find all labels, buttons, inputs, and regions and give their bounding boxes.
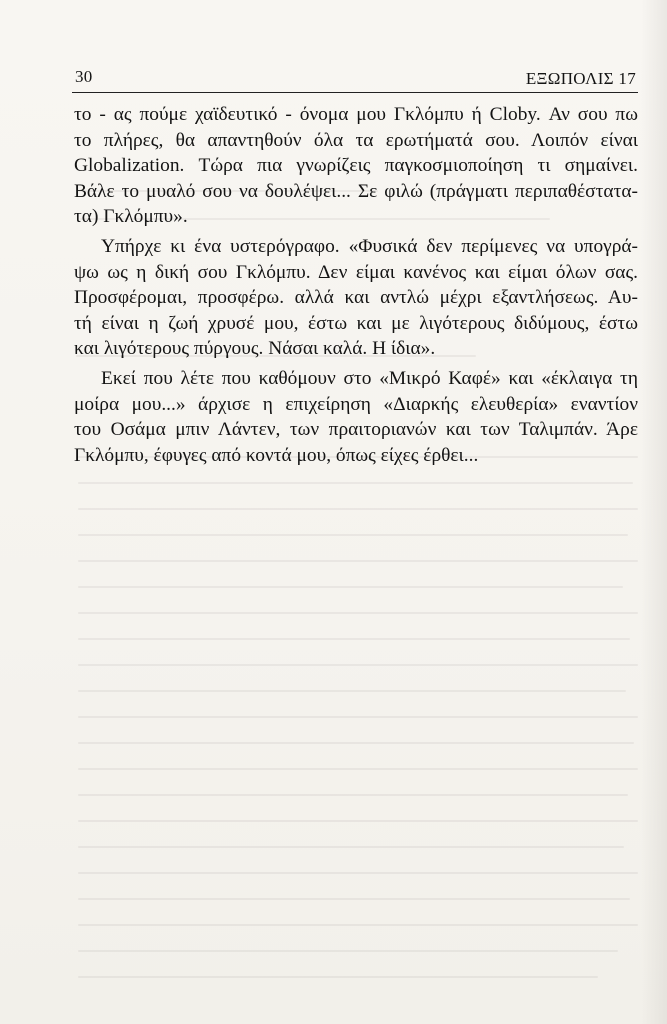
- text-line: τή είναι η ζωή χρυσέ μου, έστω και με λιγότερους διδύμους, έστω: [74, 312, 638, 334]
- page-number: 30: [75, 67, 93, 86]
- paragraph: [74, 102, 638, 230]
- text-line: το - ας πούμε χαϊδευτικό - όνομα μου Γκλόμπυ ή Cloby. Αν σου πω: [74, 104, 638, 125]
- page-header: [72, 62, 638, 93]
- running-title: ΕΞΩΠΟΛΙΣ 17: [525, 69, 636, 88]
- text-line: Προσφέρομαι, προσφέρω. αλλά και αντλώ μέχρι εξαντλήσεως. Αυ-: [74, 287, 638, 309]
- body-text: [74, 102, 638, 468]
- page-edge-shadow: [641, 0, 667, 1024]
- text-line: και λιγότερους πύργους. Νάσαι καλά. Η ίδια».: [74, 338, 436, 360]
- text-line: Υπήρχε κι ένα υστερόγραφο. «Φυσικά δεν περίμενες να υπογρά-: [101, 235, 638, 257]
- text-line: Βάλε το μυαλό σου να δουλέψει... Σε φιλώ (πράγματι περιπαθέστατα-: [74, 180, 638, 202]
- text-line: ψω ως η δική σου Γκλόμπυ. Δεν είμαι κανένος και είμαι όλων σας.: [74, 261, 638, 283]
- text-line: μοίρα μου...» άρχισε η επιχείρηση «Διαρκής ελευθερία» εναντίον: [74, 393, 638, 415]
- text-line: το πλήρες, θα απαντηθούν όλα τα ερωτήματά σου. Λοιπόν είναι: [74, 129, 638, 151]
- text-line: Εκεί που λέτε που καθόμουν στο «Μικρό Καφέ» και «έκλαιγα τη: [101, 367, 638, 389]
- text-line: Globalization. Τώρα πια γνωρίζεις παγκοσμιοποίηση τι σημαίνει.: [74, 155, 638, 177]
- paragraph: [74, 234, 638, 362]
- text-line: Γκλόμπυ, έφυγες από κοντά μου, όπως είχες έρθει...: [74, 444, 479, 466]
- paragraph: [74, 366, 638, 468]
- text-line: τα) Γκλόμπυ».: [74, 206, 188, 228]
- text-line: του Οσάμα μπιν Λάντεν, των πραιτοριανών και των Ταλιμπάν. Άρε: [74, 419, 638, 441]
